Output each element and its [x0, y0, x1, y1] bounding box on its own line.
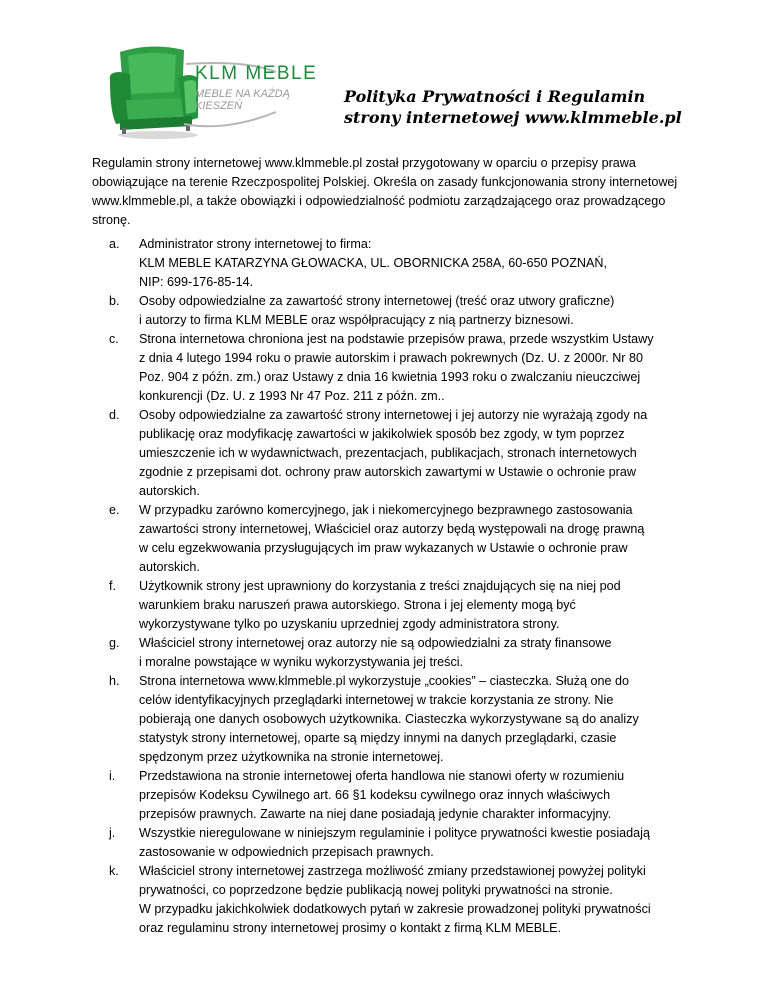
- page-title: [344, 86, 682, 128]
- list-item-line: W przypadku jakichkolwiek dodatkowych pytań w zakresie prowadzonej polityki prywatności: [139, 902, 651, 916]
- list-item-line: Użytkownik strony jest uprawniony do korzystania z treści znajdujących się na niej pod: [139, 579, 621, 593]
- list-item-marker: c.: [109, 332, 119, 346]
- title-line-2: strony internetowej www.klmmeble.pl: [344, 108, 682, 127]
- list-item: [92, 406, 692, 501]
- list-item-line: i moralne powstające w wyniku wykorzystywania jej treści.: [139, 655, 464, 669]
- list-item-line: Osoby odpowiedzialne za zawartość strony internetowej i jej autorzy nie wyrażają zgody na: [139, 408, 648, 422]
- list-item-line: warunkiem braku naruszeń prawa autorskiego. Strona i jej elementy mogą być: [139, 598, 576, 612]
- list-item: [92, 235, 692, 292]
- list-item-line: pobierają one danych osobowych użytkownika. Ciasteczka wykorzystywane są do analizy: [139, 712, 639, 726]
- list-item-line: Strona internetowa chroniona jest na podstawie przepisów prawa, przede wszystkim Ustawy: [139, 332, 654, 346]
- list-item-line: przepisów Kodeksu Cywilnego art. 66 §1 kodeksu cywilnego oraz innych właściwych: [139, 788, 611, 802]
- list-item-line: umieszczenie ich w wydawnictwach, prezentacjach, publikacjach, stronach internetowych: [139, 446, 637, 460]
- logo-tagline: MEBLE NA KAŻDĄ KIESZEŃ: [195, 88, 290, 112]
- list-item-marker: j.: [109, 826, 116, 840]
- list-item-line: celów identyfikacyjnych przeglądarki internetowej w trakcie korzystania ze strony. Nie: [139, 693, 614, 707]
- list-item-line: oraz regulaminu strony internetowej prosimy o kontakt z firmą KLM MEBLE.: [139, 921, 562, 935]
- list-item-line: NIP: 699-176-85-14.: [139, 275, 254, 289]
- list-item-line: W przypadku zarówno komercyjnego, jak i niekomercyjnego bezprawnego zastosowania: [139, 503, 633, 517]
- list-item-line: prywatności, co poprzedzone będzie publikacją nowej polityki prywatności na stronie.: [139, 883, 613, 897]
- list-item-marker: a.: [109, 237, 120, 251]
- list-item: [92, 501, 692, 577]
- list-item-line: i autorzy to firma KLM MEBLE oraz współpracujący z nią partnerzy biznesowi.: [139, 313, 574, 327]
- list-item: [92, 330, 692, 406]
- list-item-line: w celu egzekwowania przysługujących im praw wykazanych w Ustawie o ochronie praw: [139, 541, 628, 555]
- terms-list: [92, 235, 692, 938]
- list-item-marker: d.: [109, 408, 120, 422]
- list-item-line: autorskich.: [139, 484, 200, 498]
- list-item-marker: k.: [109, 864, 119, 878]
- list-item-line: Administrator strony internetowej to firma:: [139, 237, 372, 251]
- logo-brand-name: KLM MEBLE: [195, 63, 318, 84]
- list-item-line: Właściciel strony internetowej oraz autorzy nie są odpowiedzialni za straty finansowe: [139, 636, 612, 650]
- list-item-line: zastosowanie w odpowiednich przepisach prawnych.: [139, 845, 434, 859]
- list-item-marker: i.: [109, 769, 116, 783]
- list-item: [92, 862, 692, 938]
- list-item-line: z dnia 4 lutego 1994 roku o prawie autorskim i prawach pokrewnych (Dz. U. z 2000r. Nr 80: [139, 351, 643, 365]
- list-item-line: zgodnie z przepisami dot. ochrony praw autorskich zawartymi w Ustawie o ochronie praw: [139, 465, 636, 479]
- list-item-line: KLM MEBLE KATARZYNA GŁOWACKA, UL. OBORNICKA 258A, 60-650 POZNAŃ,: [139, 256, 607, 270]
- list-item-line: wykorzystywane tylko po uzyskaniu uprzedniej zgody administratora strony.: [139, 617, 560, 631]
- list-item-line: zawartości strony internetowej, Właściciel oraz autorzy będą występowali na drogę prawną: [139, 522, 645, 536]
- list-item: [92, 577, 692, 634]
- list-item-line: Poz. 904 z późn. zm.) oraz Ustawy z dnia 16 kwietnia 1993 roku o zwalczaniu nieuczciwej: [139, 370, 641, 384]
- list-item-line: autorskich.: [139, 560, 200, 574]
- list-item-line: spędzonym przez użytkownika na stronie internetowej.: [139, 750, 444, 764]
- list-item-line: konkurencji (Dz. U. z 1993 Nr 47 Poz. 211 z późn. zm..: [139, 389, 445, 403]
- list-item-line: Przedstawiona na stronie internetowej oferta handlowa nie stanowi oferty w rozumieniu: [139, 769, 625, 783]
- list-item-marker: f.: [109, 579, 116, 593]
- list-item-line: Osoby odpowiedzialne za zawartość strony internetowej (treść oraz utwory graficzne): [139, 294, 615, 308]
- list-item: [92, 767, 692, 824]
- list-item: [92, 824, 692, 862]
- list-item-line: Właściciel strony internetowej zastrzega możliwość zmiany przedstawionej powyżej polityki: [139, 864, 646, 878]
- intro-paragraph: Regulamin strony internetowej www.klmmeble.pl został przygotowany w oparciu o przepisy prawa obowiązujące na terenie Rzeczpospolitej Polskiej. Określa on zasady funkcjonowania strony internetowej www.klmmeble.pl, a także obowiązki i odpowiedzialność podmiotu zarządzającego oraz prowadzącego stronę.: [92, 156, 678, 227]
- list-item-marker: h.: [109, 674, 120, 688]
- list-item-marker: g.: [109, 636, 120, 650]
- list-item: [92, 672, 692, 767]
- list-item-line: statystyk strony internetowej, oparte są między innymi na danych przeglądarki, czasie: [139, 731, 617, 745]
- title-line-1: Polityka Prywatności i Regulamin: [344, 87, 646, 106]
- list-item-marker: b.: [109, 294, 120, 308]
- list-item: [92, 292, 692, 330]
- list-item: [92, 634, 692, 672]
- list-item-line: Strona internetowa www.klmmeble.pl wykorzystuje „cookies” – ciasteczka. Służą one do: [139, 674, 629, 688]
- list-item-marker: e.: [109, 503, 120, 517]
- list-item-line: przepisów prawnych. Zawarte na niej dane posiadają jedynie charakter informacyjny.: [139, 807, 612, 821]
- list-item-line: Wszystkie nieregulowane w niniejszym regulaminie i polityce prywatności kwestie posiadają: [139, 826, 650, 840]
- list-item-line: publikację oraz modyfikację zawartości w jakikolwiek sposób bez zgody, w tym poprzez: [139, 427, 625, 441]
